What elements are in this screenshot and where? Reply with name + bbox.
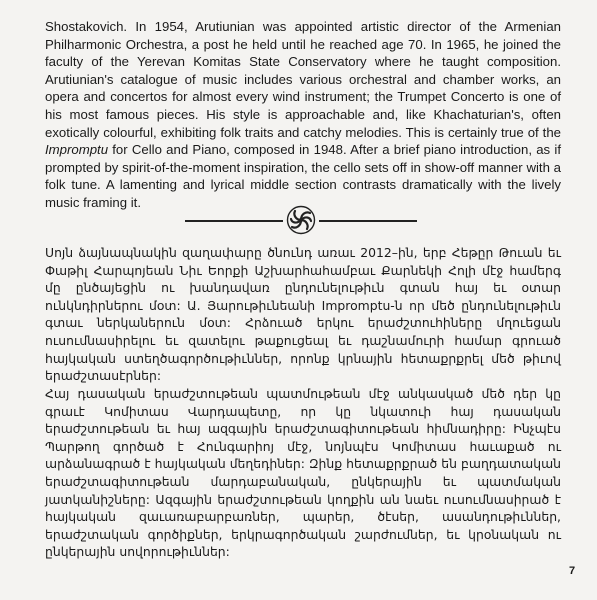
armenian-paragraph-2: Հայ դասական երաժշտութեան պատմութեան մէջ անկասկած մեծ դեր կը գրաւէ Կոմիտաս Վարդապետը, որ կը նկատուի հայ դասական երաժշտութեան եւ հայ ազգային երաժշտագիտութեան հիմնադիրը: Ինչպէս Պարթող գործած է Հունգարիոյ մէջ, նոյնպէս Կոմիտաս հաւաքած ու արձանագրած է հայկական մեղեդիներ: Զինք հետաքրքրած են բաղդատական երաժշտագիտութեան մարդաբանական, ընկերային եւ պատմական յատկանիշները: Ազգային երաժշտութեան կողքին ան նաեւ ուսումնասիրած է հայկական զաւառաբարբառներ, պարեր, ծէսեր, ասանդութիւններ, երաժշտական գործիքներ, երկրագործական շարժումներ, եւ կրօնական ու ընկերային սովորութիւններ: bbox=[45, 386, 561, 560]
impromptu-title: Impromptu bbox=[45, 142, 109, 158]
english-text-part2: for Cello and Piano, composed in 1948. After a brief piano introduction, as if prompted by spirit-of-the-moment inspiration, the cello sets off in show-off manner with a folk tune. A lamenting and lyrical middle section contrasts dramatically with the lively music framing it. bbox=[45, 142, 561, 210]
eternity-sign-icon bbox=[286, 205, 316, 235]
divider-line-left bbox=[185, 220, 283, 222]
section-divider bbox=[185, 205, 417, 235]
divider-line-right bbox=[319, 220, 417, 222]
armenian-paragraph-1: Սոյն ձայնապնակին զաղափարը ծնունդ առաւ 2012–ին, երբ Հեթըր Թուան եւ Փաթիլ Հարպոյեան Նիւ Եորքի Աշխարհահամբաւ Քարնեկի Հոլի մէջ համերգ մը ընծայեցին ու խանդավառ ընդունելութիւն գտան հայ եւ օտար ունկնդիրներու մօտ: Ա. Յարութիւնեանի Impromptu-ն որ մեծ ընդունելութիւն գտաւ ներկաներուն մօտ: Հրձուած երկու երաժշտուհիները մղուեցան ուսումնասիրելու եւ զատելու թաքուցեալ եւ դաշնամուրի համար գրուած հայկական ստեղծագործութիւններ, որոնք կրնային հետաքրքրել մեծ թիւով երաժշտասէրներ: bbox=[45, 245, 561, 384]
english-paragraph bbox=[45, 18, 561, 212]
page-number: 7 bbox=[569, 565, 576, 577]
english-text-part1: Shostakovich. In 1954, Arutiunian was appointed artistic director of the Armenian Philharmonic Orchestra, a post he held until he reached age 70. In 1965, he joined the faculty of the Yerevan Komitas State Conservatory where he taught composition. Arutiunian's catalogue of music includes various orchestral and chamber works, an opera and concertos for almost every wind instrument; the Trumpet Concerto is one of his most famous pieces. His style is approachable and, like Khachaturian's, often exotically colourful, exhibiting folk traits and catchy melodies. This is certainly true of the bbox=[45, 19, 561, 140]
